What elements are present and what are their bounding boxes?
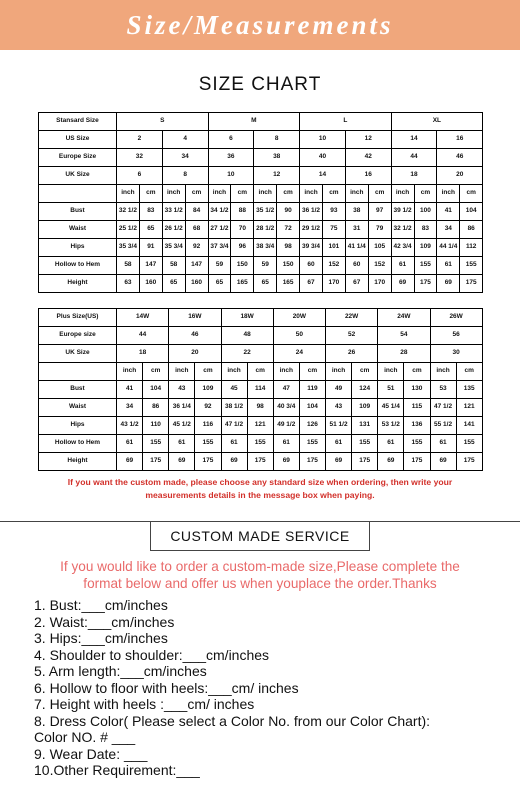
- table-cell: 109: [352, 399, 378, 417]
- table-cell: inch: [273, 363, 299, 381]
- table-cell: inch: [221, 363, 247, 381]
- table-cell: 155: [247, 435, 273, 453]
- custom-service-intro: [20, 558, 500, 592]
- table-cell: 18: [391, 167, 437, 185]
- table-cell: 34: [162, 149, 208, 167]
- table-cell: 130: [404, 381, 430, 399]
- table-cell: 55 1/2: [430, 417, 456, 435]
- table-cell: 45 1/4: [378, 399, 404, 417]
- row-label: US Size: [39, 131, 117, 149]
- table-cell: 8: [162, 167, 208, 185]
- table-cell: 43: [326, 399, 352, 417]
- table-cell: 38: [254, 149, 300, 167]
- table-cell: 67: [300, 275, 323, 293]
- row-label: Hips: [39, 417, 117, 435]
- table-cell: 2: [117, 131, 163, 149]
- form-item: 10.Other Requirement:___: [34, 762, 200, 778]
- table-row: [39, 131, 483, 149]
- table-cell: 34 1/2: [208, 203, 231, 221]
- table-row: [39, 257, 483, 275]
- row-label: Stansard Size: [39, 113, 117, 131]
- table-row: [39, 239, 483, 257]
- table-cell: 155: [414, 257, 437, 275]
- table-cell: 119: [299, 381, 325, 399]
- table-cell: 91: [139, 239, 162, 257]
- table-row: [39, 417, 483, 435]
- table-cell: 50: [273, 327, 325, 345]
- table-cell: inch: [300, 185, 323, 203]
- table-cell: 33 1/2: [162, 203, 185, 221]
- table-cell: 10: [208, 167, 254, 185]
- table-cell: 155: [456, 435, 482, 453]
- table-cell: 175: [352, 453, 378, 471]
- row-label: Waist: [39, 221, 117, 239]
- table-cell: inch: [208, 185, 231, 203]
- table-cell: 84: [185, 203, 208, 221]
- table-row: [39, 203, 483, 221]
- row-label: [39, 185, 117, 203]
- table-cell: 65: [254, 275, 277, 293]
- table-cell: 86: [460, 221, 483, 239]
- table-cell: L: [300, 113, 392, 131]
- table-cell: 69: [430, 453, 456, 471]
- table-cell: 45 1/2: [169, 417, 195, 435]
- table-cell: 12: [254, 167, 300, 185]
- table-cell: 42: [345, 149, 391, 167]
- table-cell: 22: [221, 345, 273, 363]
- table-row: [39, 221, 483, 239]
- table-cell: cm: [247, 363, 273, 381]
- table-cell: 93: [322, 203, 345, 221]
- row-label: Hips: [39, 239, 117, 257]
- table-cell: M: [208, 113, 300, 131]
- table-cell: 115: [404, 399, 430, 417]
- table-cell: 38: [345, 203, 368, 221]
- table-cell: 44: [117, 327, 169, 345]
- table-cell: 47 1/2: [430, 399, 456, 417]
- table-cell: inch: [254, 185, 277, 203]
- table-cell: 40: [300, 149, 346, 167]
- table-cell: 44: [391, 149, 437, 167]
- table-cell: 69: [378, 453, 404, 471]
- table-cell: 69: [221, 453, 247, 471]
- table-cell: 46: [437, 149, 483, 167]
- table-cell: cm: [139, 185, 162, 203]
- table-cell: 69: [169, 453, 195, 471]
- table-cell: 69: [391, 275, 414, 293]
- table-row: [39, 185, 483, 203]
- table-cell: 43: [169, 381, 195, 399]
- table-cell: 141: [456, 417, 482, 435]
- table-cell: 36: [208, 149, 254, 167]
- table-cell: 14W: [117, 309, 169, 327]
- table-cell: 20W: [273, 309, 325, 327]
- table-row: [39, 275, 483, 293]
- table-cell: 16: [345, 167, 391, 185]
- table-cell: 97: [368, 203, 391, 221]
- table-cell: 75: [322, 221, 345, 239]
- table-cell: 67: [345, 275, 368, 293]
- table-cell: XL: [391, 113, 483, 131]
- form-item: 9. Wear Date: ___: [34, 745, 148, 762]
- table-cell: inch: [378, 363, 404, 381]
- table-cell: 175: [414, 275, 437, 293]
- form-item: 4. Shoulder to shoulder:___cm/inches: [34, 646, 270, 663]
- table-cell: 31: [345, 221, 368, 239]
- table-cell: inch: [169, 363, 195, 381]
- table-cell: 175: [460, 275, 483, 293]
- table-row: [39, 453, 483, 471]
- table-cell: 32 1/2: [391, 221, 414, 239]
- table-cell: 20: [169, 345, 221, 363]
- intro-line-1: If you would like to order a custom-made size,Please complete the: [60, 559, 460, 574]
- table-cell: 52: [326, 327, 378, 345]
- table-cell: 36 1/4: [169, 399, 195, 417]
- table-cell: 18: [117, 345, 169, 363]
- table-cell: 92: [185, 239, 208, 257]
- table-cell: 109: [414, 239, 437, 257]
- table-cell: 29 1/2: [300, 221, 323, 239]
- table-cell: 96: [231, 239, 254, 257]
- table-cell: 150: [231, 257, 254, 275]
- table-row: [39, 399, 483, 417]
- table-cell: 47: [273, 381, 299, 399]
- table-cell: 175: [195, 453, 221, 471]
- table-cell: 98: [247, 399, 273, 417]
- table-cell: 61: [326, 435, 352, 453]
- table-cell: 152: [368, 257, 391, 275]
- table-cell: 83: [139, 203, 162, 221]
- table-cell: 136: [404, 417, 430, 435]
- table-cell: 38 1/2: [221, 399, 247, 417]
- table-cell: inch: [162, 185, 185, 203]
- table-cell: cm: [185, 185, 208, 203]
- table-cell: 41: [437, 203, 460, 221]
- table-cell: 8: [254, 131, 300, 149]
- table-cell: 105: [368, 239, 391, 257]
- table-cell: 40 3/4: [273, 399, 299, 417]
- table-cell: 61: [117, 435, 143, 453]
- table-cell: 22W: [326, 309, 378, 327]
- table-cell: 175: [456, 453, 482, 471]
- row-label: Waist: [39, 399, 117, 417]
- table-cell: 6: [208, 131, 254, 149]
- measurement-form-list: [34, 597, 514, 779]
- table-cell: 26 1/2: [162, 221, 185, 239]
- row-label: Height: [39, 275, 117, 293]
- table-cell: 14: [391, 131, 437, 149]
- table-cell: cm: [195, 363, 221, 381]
- table-cell: 26W: [430, 309, 482, 327]
- table-cell: 32 1/2: [117, 203, 140, 221]
- table-cell: 104: [143, 381, 169, 399]
- table-cell: 49 1/2: [273, 417, 299, 435]
- size-chart-title: SIZE CHART: [198, 74, 322, 95]
- table-cell: 170: [322, 275, 345, 293]
- form-item: 8. Dress Color( Please select a Color No. from our Color Chart):: [34, 712, 431, 729]
- table-cell: 160: [185, 275, 208, 293]
- table-cell: 109: [195, 381, 221, 399]
- table-cell: 160: [139, 275, 162, 293]
- table-cell: cm: [299, 363, 325, 381]
- table-cell: 58: [117, 257, 140, 275]
- row-label: UK Size: [39, 345, 117, 363]
- table-cell: 6: [117, 167, 163, 185]
- table-cell: 69: [326, 453, 352, 471]
- table-cell: cm: [277, 185, 300, 203]
- table-cell: 69: [273, 453, 299, 471]
- table-cell: 98: [277, 239, 300, 257]
- table-cell: 104: [460, 203, 483, 221]
- table-cell: 131: [352, 417, 378, 435]
- table-cell: 34: [437, 221, 460, 239]
- table-cell: 30: [430, 345, 482, 363]
- table-row: [39, 113, 483, 131]
- table-cell: cm: [143, 363, 169, 381]
- table-cell: 10: [300, 131, 346, 149]
- table-cell: 20: [437, 167, 483, 185]
- table-cell: 155: [195, 435, 221, 453]
- table-row: [39, 327, 483, 345]
- table-cell: S: [117, 113, 209, 131]
- row-label: Hollow to Hem: [39, 435, 117, 453]
- table-cell: 60: [300, 257, 323, 275]
- table-cell: inch: [345, 185, 368, 203]
- table-cell: 39 3/4: [300, 239, 323, 257]
- table-cell: 83: [414, 221, 437, 239]
- row-label: Europe size: [39, 327, 117, 345]
- table-cell: 34: [117, 399, 143, 417]
- table-cell: 47 1/2: [221, 417, 247, 435]
- header-banner: [0, 0, 520, 50]
- table-cell: 51 1/2: [326, 417, 352, 435]
- table-cell: 65: [139, 221, 162, 239]
- intro-line-2: format below and offer us when youplace the order.Thanks: [83, 576, 437, 591]
- table-cell: 59: [254, 257, 277, 275]
- table-cell: cm: [322, 185, 345, 203]
- table-cell: 49: [326, 381, 352, 399]
- warning-line-1: If you want the custom made, please choose any standard size when ordering, then write your: [67, 477, 453, 487]
- row-label: Europe Size: [39, 149, 117, 167]
- table-cell: 16W: [169, 309, 221, 327]
- row-label: Bust: [39, 203, 117, 221]
- table-cell: 100: [414, 203, 437, 221]
- table-cell: 14: [300, 167, 346, 185]
- table-cell: 24: [273, 345, 325, 363]
- table-row: [39, 381, 483, 399]
- table-cell: inch: [117, 185, 140, 203]
- table-cell: 36 1/2: [300, 203, 323, 221]
- table-row: [39, 309, 483, 327]
- form-item: 7. Height with heels :___cm/ inches: [34, 696, 255, 712]
- table-cell: 92: [195, 399, 221, 417]
- table-row: [39, 363, 483, 381]
- table-cell: 48: [221, 327, 273, 345]
- table-cell: 170: [368, 275, 391, 293]
- row-label: Plus Size(US): [39, 309, 117, 327]
- table-cell: 155: [404, 435, 430, 453]
- table-cell: 175: [299, 453, 325, 471]
- table-cell: 41 1/4: [345, 239, 368, 257]
- table-cell: 35 3/4: [117, 239, 140, 257]
- table-cell: 25 1/2: [117, 221, 140, 239]
- table-cell: inch: [430, 363, 456, 381]
- row-label: Hollow to Hem: [39, 257, 117, 275]
- table-cell: 44 1/4: [437, 239, 460, 257]
- banner-title: Size/Measurements: [126, 9, 394, 40]
- table-cell: 175: [404, 453, 430, 471]
- custom-size-warning: [10, 476, 510, 502]
- form-item: 1. Bust:___cm/inches: [34, 597, 168, 613]
- table-cell: 65: [162, 275, 185, 293]
- table-cell: 61: [430, 435, 456, 453]
- table-cell: 26: [326, 345, 378, 363]
- table-cell: 101: [322, 239, 345, 257]
- table-cell: 56: [430, 327, 482, 345]
- table-cell: 18W: [221, 309, 273, 327]
- table-cell: 155: [299, 435, 325, 453]
- table-cell: 16: [437, 131, 483, 149]
- table-cell: 152: [322, 257, 345, 275]
- table-cell: 69: [117, 453, 143, 471]
- table-cell: inch: [326, 363, 352, 381]
- table-cell: cm: [414, 185, 437, 203]
- table-cell: 165: [231, 275, 254, 293]
- table-cell: 61: [391, 257, 414, 275]
- table-cell: 35 3/4: [162, 239, 185, 257]
- table-cell: 121: [247, 417, 273, 435]
- table-cell: 135: [456, 381, 482, 399]
- table-cell: 61: [169, 435, 195, 453]
- table-cell: 39 1/2: [391, 203, 414, 221]
- table-cell: 124: [352, 381, 378, 399]
- table-cell: 110: [143, 417, 169, 435]
- table-cell: 60: [345, 257, 368, 275]
- row-label: Height: [39, 453, 117, 471]
- table-row: [39, 167, 483, 185]
- table-cell: 46: [169, 327, 221, 345]
- table-cell: 147: [185, 257, 208, 275]
- table-cell: 104: [299, 399, 325, 417]
- table-cell: 59: [208, 257, 231, 275]
- form-item: 3. Hips:___cm/inches: [34, 630, 168, 646]
- table-cell: cm: [456, 363, 482, 381]
- form-item: 5. Arm length:___cm/inches: [34, 663, 207, 679]
- table-cell: 53 1/2: [378, 417, 404, 435]
- table-cell: 28 1/2: [254, 221, 277, 239]
- table-cell: 54: [378, 327, 430, 345]
- table-cell: 68: [185, 221, 208, 239]
- table-cell: 88: [231, 203, 254, 221]
- table-cell: 58: [162, 257, 185, 275]
- table-cell: 24W: [378, 309, 430, 327]
- table-cell: 61: [437, 257, 460, 275]
- table-cell: 28: [378, 345, 430, 363]
- table-cell: 112: [460, 239, 483, 257]
- table-row: [39, 345, 483, 363]
- table-cell: inch: [117, 363, 143, 381]
- form-item: 2. Waist:___cm/inches: [34, 613, 175, 630]
- table-cell: 90: [277, 203, 300, 221]
- table-cell: 175: [247, 453, 273, 471]
- table-cell: 45: [221, 381, 247, 399]
- table-cell: 114: [247, 381, 273, 399]
- table-cell: 155: [143, 435, 169, 453]
- table-cell: 175: [143, 453, 169, 471]
- table-cell: 12: [345, 131, 391, 149]
- row-label: UK Size: [39, 167, 117, 185]
- table-cell: 116: [195, 417, 221, 435]
- row-label: Bust: [39, 381, 117, 399]
- table-cell: 51: [378, 381, 404, 399]
- table-cell: 53: [430, 381, 456, 399]
- table-cell: cm: [460, 185, 483, 203]
- table-cell: 38 3/4: [254, 239, 277, 257]
- table-cell: 37 3/4: [208, 239, 231, 257]
- standard-size-table: [38, 112, 483, 293]
- table-cell: 165: [277, 275, 300, 293]
- table-cell: cm: [231, 185, 254, 203]
- table-cell: inch: [437, 185, 460, 203]
- table-cell: 65: [208, 275, 231, 293]
- table-cell: 79: [368, 221, 391, 239]
- table-cell: 86: [143, 399, 169, 417]
- table-cell: 61: [378, 435, 404, 453]
- table-cell: 147: [139, 257, 162, 275]
- table-cell: 150: [277, 257, 300, 275]
- table-cell: 4: [162, 131, 208, 149]
- table-cell: 42 3/4: [391, 239, 414, 257]
- table-cell: 155: [460, 257, 483, 275]
- table-cell: 69: [437, 275, 460, 293]
- table-cell: inch: [391, 185, 414, 203]
- table-cell: 32: [117, 149, 163, 167]
- table-cell: 61: [221, 435, 247, 453]
- table-cell: 43 1/2: [117, 417, 143, 435]
- table-cell: 41: [117, 381, 143, 399]
- table-cell: 63: [117, 275, 140, 293]
- table-cell: cm: [368, 185, 391, 203]
- table-cell: 126: [299, 417, 325, 435]
- form-item: 6. Hollow to floor with heels:___cm/ inches: [34, 679, 299, 696]
- form-item: Color NO. # ___: [34, 729, 136, 745]
- table-cell: 70: [231, 221, 254, 239]
- row-label: [39, 363, 117, 381]
- plus-size-table: [38, 308, 483, 471]
- table-row: [39, 435, 483, 453]
- table-cell: cm: [404, 363, 430, 381]
- table-cell: 155: [352, 435, 378, 453]
- table-cell: 27 1/2: [208, 221, 231, 239]
- warning-line-2: measurements details in the message box when paying.: [145, 490, 375, 500]
- custom-service-title: CUSTOM MADE SERVICE: [150, 521, 370, 551]
- table-cell: cm: [352, 363, 378, 381]
- table-cell: 121: [456, 399, 482, 417]
- table-cell: 61: [273, 435, 299, 453]
- table-cell: 35 1/2: [254, 203, 277, 221]
- table-row: [39, 149, 483, 167]
- table-cell: 72: [277, 221, 300, 239]
